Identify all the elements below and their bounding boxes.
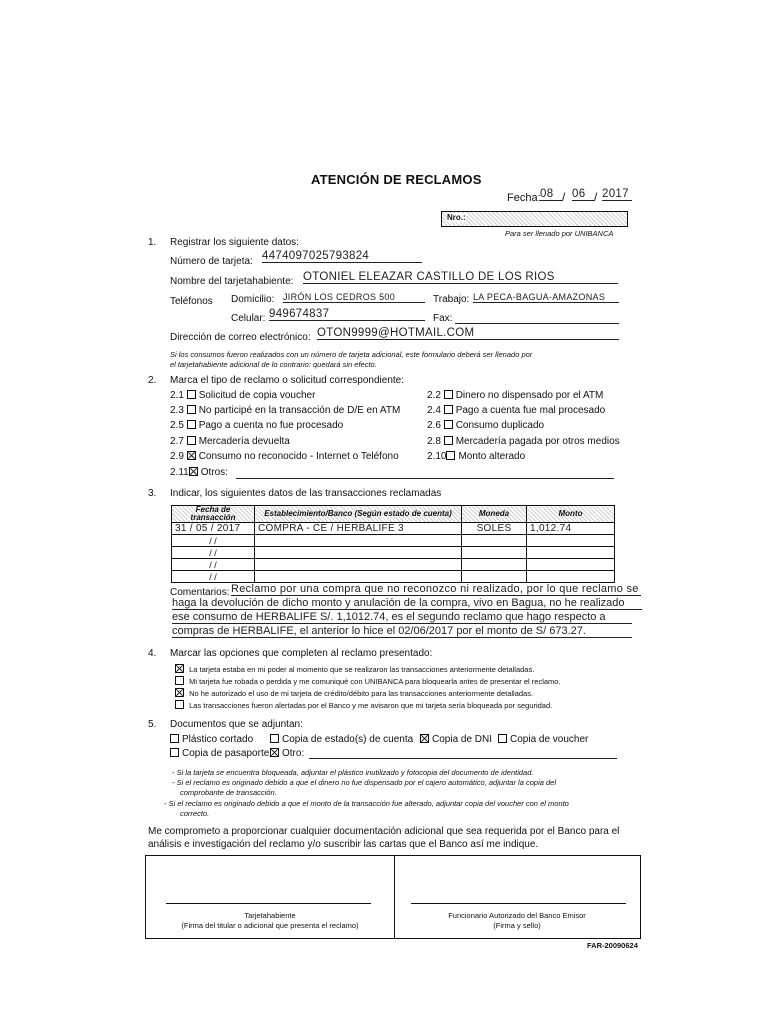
cell-monto[interactable] <box>527 571 615 583</box>
date-slash: / <box>562 190 566 204</box>
otro-field[interactable] <box>309 757 617 759</box>
doc-note-1: - Si la tarjeta se encuentra bloqueada, adjuntar el plástico inutilizado y fotocopia del documento de identidad. <box>172 768 534 777</box>
commitment-line-2: análisis e investigación del reclamo y/o suscribir las cartas que el Banco así me indique. <box>148 839 539 850</box>
opcion-label: Las transacciones fueron alertadas por el Banco y me avisaron que mi tarjeta sería bloqueada por seguridad. <box>189 701 553 710</box>
comentarios-line-3[interactable]: ese consumo de HERBALIFE S/. 1,1012.74, es el segundo reclamo que hago respecto a <box>172 611 632 624</box>
reclamo-item[interactable] <box>427 451 525 462</box>
doc-note-2: - Si el reclamo es originado debido a que el dinero no fue dispensado por el cajero automático, adjuntar la copia del <box>172 778 556 787</box>
nombre-value[interactable]: OTONIEL ELEAZAR CASTILLO DE LOS RIOS <box>303 271 618 284</box>
reclamo-item[interactable] <box>170 467 228 478</box>
doc-item[interactable] <box>270 734 413 745</box>
cell-moneda[interactable] <box>462 535 527 547</box>
item-number: 2.10 <box>427 451 447 462</box>
checkbox[interactable] <box>187 405 196 414</box>
cell-establecimiento[interactable] <box>255 571 462 583</box>
signature-left-sub: (Firma del titular o adicional que presenta el reclamo) <box>181 921 359 930</box>
reclamo-item[interactable] <box>170 451 399 462</box>
item-label: Pago a cuenta fue mal procesado <box>455 405 606 416</box>
cell-monto[interactable] <box>527 547 615 559</box>
cell-moneda[interactable] <box>462 559 527 571</box>
checkbox[interactable] <box>170 734 179 743</box>
table-row <box>172 559 615 571</box>
item-number: 2.1 <box>170 390 184 401</box>
item-number: 2.7 <box>170 436 184 447</box>
checkbox[interactable] <box>175 676 184 685</box>
fecha-month[interactable]: 06 <box>572 188 594 201</box>
cell-monto[interactable] <box>527 535 615 547</box>
para-llenado: Para ser llenado por UNIBANCA <box>505 229 614 238</box>
fecha-year[interactable]: 2017 <box>602 188 632 201</box>
otros-field[interactable] <box>236 477 614 479</box>
item-label: Pago a cuenta no fue procesado <box>198 420 344 431</box>
s1-heading: Registrar los siguiente datos: <box>170 237 299 248</box>
telefonos-label: Teléfonos <box>170 296 213 307</box>
checkbox-checked[interactable] <box>187 451 196 460</box>
opcion-item[interactable] <box>175 664 534 674</box>
cell-fecha[interactable]: 31 / 05 / 2017 <box>172 523 255 535</box>
nombre-label: Nombre del tarjetahabiente: <box>170 276 294 287</box>
col-moneda: Moneda <box>462 506 527 523</box>
checkbox[interactable] <box>170 748 179 757</box>
fax-label: Fax: <box>433 313 453 324</box>
doc-item[interactable] <box>170 748 269 759</box>
cell-fecha[interactable]: / / <box>172 547 255 559</box>
comentarios-line-1[interactable]: Reclamo por una compra que no reconozco ni realizado, por lo que reclamo se <box>231 583 641 596</box>
checkbox[interactable] <box>187 420 196 429</box>
reclamo-item[interactable] <box>170 390 315 401</box>
item-label: Solicitud de copia voucher <box>198 390 316 401</box>
cell-monto[interactable] <box>527 559 615 571</box>
cell-establecimiento[interactable] <box>255 559 462 571</box>
doc-note-4: - Si el reclamo es originado debido a que el monto de la transacción fue alterado, adjuntar copia del voucher con el monto <box>164 799 569 808</box>
cell-monto[interactable]: 1,012.74 <box>527 523 615 535</box>
doc-item[interactable] <box>270 748 304 759</box>
checkbox[interactable] <box>446 451 455 460</box>
opcion-label: No he autorizado el uso de mi tarjeta de crédito/débito para las transacciones anteriormente detalladas. <box>189 689 534 698</box>
celular-label: Celular: <box>231 313 266 324</box>
checkbox-checked[interactable] <box>420 734 429 743</box>
checkbox[interactable] <box>444 436 453 445</box>
reclamo-item[interactable] <box>170 420 343 431</box>
item-label: Mercadería devuelta <box>198 436 290 447</box>
item-number: 2.5 <box>170 420 184 431</box>
reclamo-item[interactable] <box>427 420 544 431</box>
cell-fecha[interactable]: / / <box>172 559 255 571</box>
comentarios-line-4[interactable]: compras de HERBALIFE, el anterior lo hice el 02/06/2017 por el monto de S/ 673.27. <box>172 625 632 638</box>
cell-establecimiento[interactable] <box>255 535 462 547</box>
cell-moneda[interactable]: SOLES <box>462 523 527 535</box>
fecha-label: Fecha: <box>507 192 541 204</box>
item-label: Dinero no dispensado por el ATM <box>455 390 604 401</box>
item-number: 2.3 <box>170 405 184 416</box>
tarjeta-label: Número de tarjeta: <box>170 256 253 267</box>
checkbox-checked[interactable] <box>270 748 279 757</box>
item-label: Consumo duplicado <box>455 420 545 431</box>
cell-establecimiento[interactable] <box>255 547 462 559</box>
item-label: Monto alterado <box>458 451 526 462</box>
signature-line-right[interactable] <box>411 903 626 904</box>
form-title: ATENCIÓN DE RECLAMOS <box>311 172 482 187</box>
s4-heading: Marcar las opciones que completen al reclamo presentado: <box>170 648 433 659</box>
domicilio-value[interactable]: JIRÓN LOS CEDROS 500 <box>283 292 425 303</box>
domicilio-label: Domicilio: <box>231 294 275 305</box>
item-number: 2.6 <box>427 420 441 431</box>
doc-label: Copia de pasaporte <box>182 748 270 759</box>
item-label: Otros: <box>200 467 228 478</box>
s2-heading: Marca el tipo de reclamo o solicitud correspondiente: <box>170 375 405 386</box>
email-label: Dirección de correo electrónico: <box>170 332 311 343</box>
email-value[interactable]: OTON9999@HOTMAIL.COM <box>317 327 619 340</box>
doc-note-5: correcto. <box>180 809 210 818</box>
commitment-line-1: Me comprometo a proporcionar cualquier documentación adicional que sea requerida por el Banco para el <box>148 826 620 837</box>
comentarios-label: Comentarios: <box>170 587 230 598</box>
reclamo-item[interactable] <box>427 436 620 447</box>
doc-label: Copia de estado(s) de cuenta <box>282 734 414 745</box>
checkbox[interactable] <box>270 734 279 743</box>
date-slash: / <box>594 190 598 204</box>
doc-label: Otro: <box>282 748 305 759</box>
s1-num: 1. <box>148 237 157 248</box>
checkbox-checked[interactable] <box>175 664 184 673</box>
checkbox[interactable] <box>187 390 196 399</box>
nro-label: Nro.: <box>447 213 466 222</box>
doc-label: Copia de voucher <box>510 734 589 745</box>
form-code: FAR-20090624 <box>587 941 638 950</box>
item-label: Mercadería pagada por otros medios <box>455 436 620 447</box>
s5-num: 5. <box>148 719 157 730</box>
checkbox[interactable] <box>444 390 453 399</box>
tarjeta-value[interactable]: 4474097025793824 <box>262 250 422 263</box>
item-label: No participé en la transacción de D/E en ATM <box>198 405 401 416</box>
s4-num: 4. <box>148 648 157 659</box>
s1-note-1: Si los consumos fueron realizados con un número de tarjeta adicional, este formulario deberá ser llenado por <box>170 350 533 359</box>
col-monto: Monto <box>527 506 615 523</box>
celular-value[interactable]: 949674837 <box>269 308 425 321</box>
nro-box[interactable] <box>441 211 628 227</box>
reclamo-item[interactable] <box>427 405 605 416</box>
doc-label: Plástico cortado <box>182 734 254 745</box>
item-number: 2.11 <box>170 467 189 478</box>
table-row <box>172 571 615 583</box>
signature-right-sub: (Firma y sello) <box>493 921 541 930</box>
fecha-day[interactable]: 08 <box>540 188 562 201</box>
reclamo-item[interactable] <box>170 436 290 447</box>
opcion-item[interactable] <box>175 700 552 710</box>
table-row <box>172 547 615 559</box>
cell-moneda[interactable] <box>462 547 527 559</box>
signature-right-title: Funcionario Autorizado del Banco Emisor <box>448 911 586 920</box>
item-number: 2.8 <box>427 436 441 447</box>
transactions-table <box>171 505 615 583</box>
cell-fecha[interactable]: / / <box>172 535 255 547</box>
fax-field[interactable] <box>455 322 619 324</box>
checkbox[interactable] <box>498 734 507 743</box>
doc-item[interactable] <box>170 734 253 745</box>
col-fecha: Fecha de transacción <box>172 506 255 523</box>
comentarios-line-2[interactable]: haga la devolución de dicho monto y anulación de la compra, vivo en Bagua, no he realizado <box>172 597 642 610</box>
opcion-label: Mi tarjeta fue robada o perdida y me comuniqué con UNIBANCA para bloquearla antes de presentar el reclamo. <box>189 677 561 686</box>
trabajo-label: Trabajo: <box>433 294 470 305</box>
checkbox-checked[interactable] <box>175 688 184 697</box>
signature-box <box>145 855 641 939</box>
doc-item[interactable] <box>498 734 588 745</box>
doc-item[interactable] <box>420 734 492 745</box>
checkbox[interactable] <box>187 436 196 445</box>
trabajo-value[interactable]: LA PECA-BAGUA-AMAZONAS <box>473 292 619 303</box>
s5-heading: Documentos que se adjuntan: <box>170 719 303 730</box>
opcion-label: La tarjeta estaba en mi poder al momento que se realizaron las transacciones anteriormente detalladas. <box>189 665 535 674</box>
reclamo-item[interactable] <box>427 390 603 401</box>
item-label: Consumo no reconocido - Internet o Teléfono <box>198 451 399 462</box>
opcion-item[interactable] <box>175 688 533 698</box>
opcion-item[interactable] <box>175 676 561 686</box>
cell-moneda[interactable] <box>462 571 527 583</box>
signature-line-left[interactable] <box>166 903 371 904</box>
item-number: 2.9 <box>170 451 184 462</box>
cell-fecha[interactable]: / / <box>172 571 255 583</box>
signature-left-title: Tarjetahabiente <box>244 911 296 920</box>
checkbox[interactable] <box>444 420 453 429</box>
table-row <box>172 535 615 547</box>
checkbox[interactable] <box>175 700 184 709</box>
col-establecimiento: Establecimiento/Banco (Según estado de cuenta) <box>255 506 462 523</box>
table-header-row <box>172 506 615 523</box>
doc-label: Copia de DNI <box>432 734 493 745</box>
s3-num: 3. <box>148 488 157 499</box>
s3-heading: Indicar, los siguientes datos de las transacciones reclamadas <box>170 488 442 499</box>
s2-num: 2. <box>148 375 157 386</box>
item-number: 2.2 <box>427 390 441 401</box>
reclamo-item[interactable] <box>170 405 400 416</box>
doc-note-3: comprobante de transacción. <box>180 788 277 797</box>
cell-establecimiento[interactable]: COMPRA - CE / HERBALIFE 3 <box>255 523 462 535</box>
checkbox-checked[interactable] <box>189 467 198 476</box>
table-row <box>172 523 615 535</box>
s1-note-2: el tarjetahabiente adicional de lo contrario: quedará sin efecto. <box>170 360 377 369</box>
item-number: 2.4 <box>427 405 441 416</box>
checkbox[interactable] <box>444 405 453 414</box>
